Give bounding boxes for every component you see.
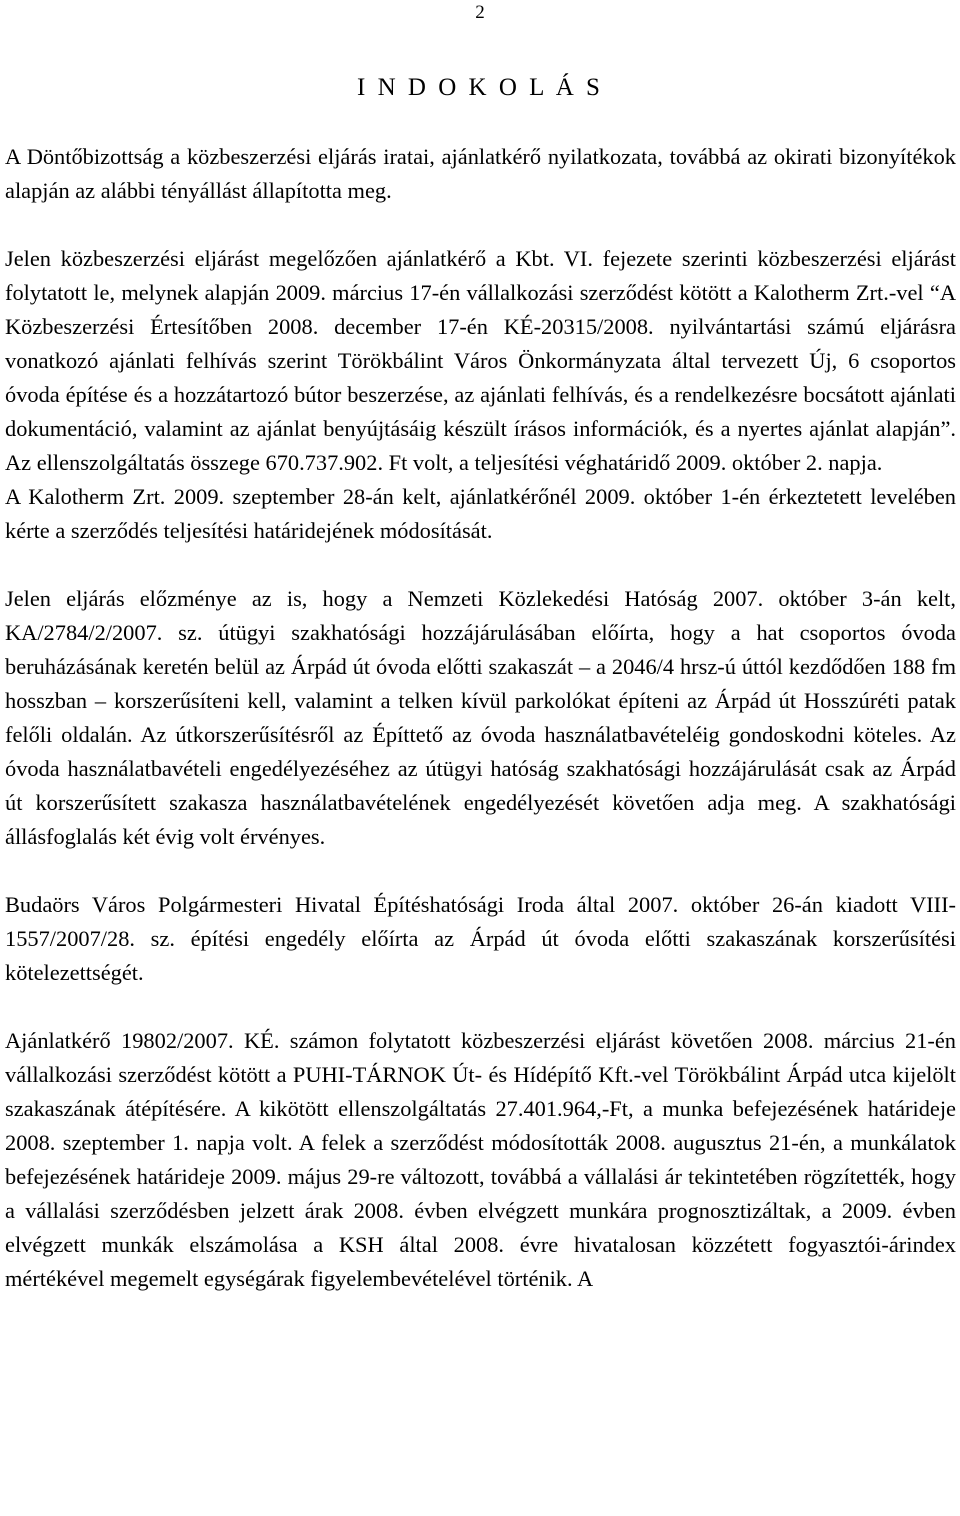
paragraph-puhi-tarnok-contract: Ajánlatkérő 19802/2007. KÉ. számon folytatott közbeszerzési eljárást követően 2008. március 21-én vállalkozási szerződést kötött a PUHI-TÁRNOK Út- és Hídépítő Kft.-vel Törökbálint Árpád utca kijelölt szakaszának átépítésére. A kikötött ellenszolgáltatás 27.401.964,-Ft, a munka befejezésének határideje 2008. szeptember 1. napja volt. A felek a szerződést módosították 2008. augusztus 21-én, a munkálatok befejezésének határideje 2009. május 29-re változott, továbbá a vállalási ár tekintetében rögzítették, hogy a vállalási szerződésben jelzett árak 2008. évben elvégzett munkára prognosztizáltak, a 2009. évben elvégzett munkák elszámolása a KSH által 2008. évre hivatalosan közzétett fogyasztói-árindex mértékével megemelt egységárak figyelembevételével történik. A bbox=[5, 1028, 956, 1291]
paragraph-building-permit: Budaörs Város Polgármesteri Hivatal Építéshatósági Iroda által 2007. október 26-án kiadott VIII-1557/2007/28. sz. építési engedély előírta az Árpád út óvoda előtti szakaszának korszerűsítési kötelezettségét. bbox=[5, 892, 956, 985]
section-heading: I N D O K O L Á S bbox=[357, 74, 603, 101]
paragraph-deadline-modification: A Kalotherm Zrt. 2009. szeptember 28-án kelt, ajánlatkérőnél 2009. október 1-én érkeztetett levelében kérte a szerződés teljesítési határidejének módosítását. bbox=[5, 484, 956, 543]
page-number: 2 bbox=[475, 2, 485, 23]
paragraph-traffic-authority: Jelen eljárás előzménye az is, hogy a Nemzeti Közlekedési Hatóság 2007. október 3-án kelt, KA/2784/2/2007. sz. útügyi szakhatósági hozzájárulásában előírta, hogy a hat csoportos óvoda beruházásának keretén belül az Árpád út óvoda előtti szakaszát – a 2046/4 hrsz-ú úttól kezdődően 188 fm hosszban – korszerűsíteni kell, valamint a telken kívül parkolókat építeni az Árpád út Hosszúréti patak felőli oldalán. Az útkorszerűsítésről az Építtető az óvoda használatbavételéig gondoskodni köteles. Az óvoda használatbavételi engedélyezéséhez az útügyi hatóság szakhatósági hozzájárulását csak az Árpád út korszerűsített szakasza használatbavételének engedélyezését követően adja meg. A szakhatósági állásfoglalás két évig volt érvényes. bbox=[5, 586, 956, 849]
paragraph-kalotherm-contract: Jelen közbeszerzési eljárást megelőzően ajánlatkérő a Kbt. VI. fejezete szerinti közbeszerzési eljárást folytatott le, melynek alapján 2009. március 17-én vállalkozási szerződést kötött a Kalotherm Zrt.-vel “A Közbeszerzési Értesítőben 2008. december 17-én KÉ-20315/2008. nyilvántartási számú eljárásra vonatkozó ajánlati felhívás szerint Törökbálint Város Önkormányzata által tervezett Új, 6 csoportos óvoda építése és a hozzátartozó bútor beszerzése, az ajánlati felhívás, és a rendelkezésre bocsátott ajánlati dokumentáció, valamint az ajánlat benyújtásáig készült írásos információk, és a nyertes ajánlat alapján”. Az ellenszolgáltatás összege 670.737.902. Ft volt, a teljesítési véghatáridő 2009. október 2. napja. bbox=[5, 246, 956, 475]
document-body bbox=[5, 140, 956, 1296]
paragraph-intro: A Döntőbizottság a közbeszerzési eljárás iratai, ajánlatkérő nyilatkozata, továbbá az okirati bizonyítékok alapján az alábbi tényállást állapította meg. bbox=[5, 144, 956, 203]
